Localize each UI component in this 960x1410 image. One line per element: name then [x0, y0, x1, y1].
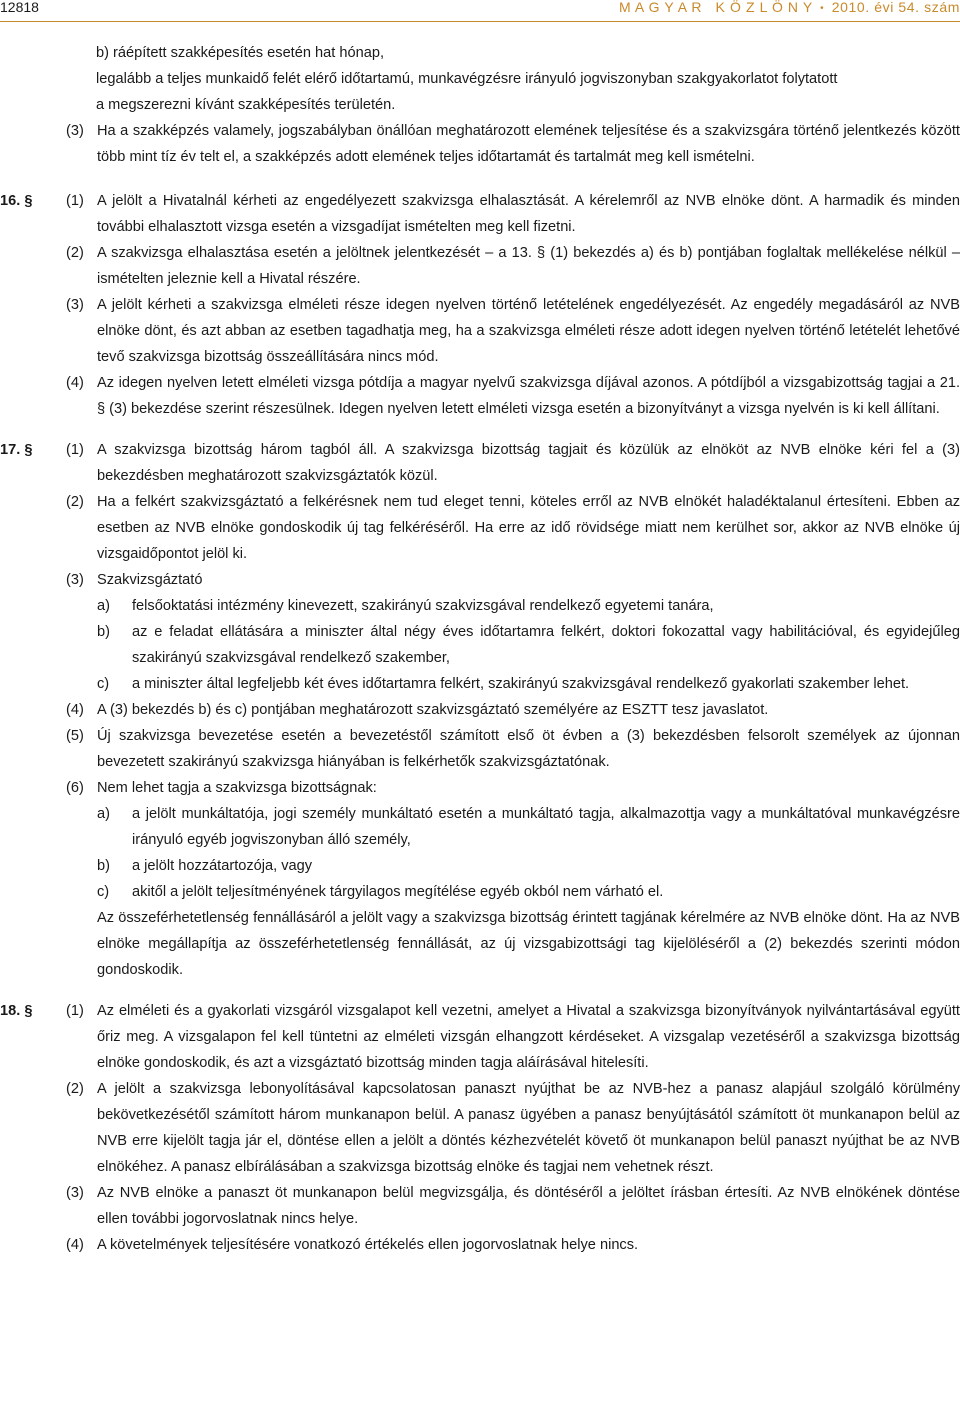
list-item-text: a jelölt munkáltatója, jogi személy munkáltató esetén a munkáltató tagja, alkalmazottja vagy a munkáltatóval munkavégzésre irányuló egyéb jogviszonyban álló személy, — [132, 806, 960, 848]
list-item — [97, 853, 960, 879]
subsection-number: (4) — [66, 1237, 84, 1253]
subsection — [0, 1232, 960, 1258]
subsection-number: (4) — [66, 375, 84, 391]
subsection — [0, 188, 960, 240]
list-item-text: akitől a jelölt teljesítményének tárgyilagos megítélése egyéb okból nem várható el. — [132, 884, 664, 900]
intro-line-1: b) ráépített szakképesítés esetén hat hónap, — [96, 45, 385, 61]
subsection-number: (2) — [66, 494, 84, 510]
list-item — [97, 593, 960, 619]
section-number: 16. § — [0, 193, 33, 209]
subsection-text: Új szakvizsga bevezetése esetén a bevezetéstől számított első öt évben a (3) bekezdésben felsorolt személyek az újonnan bevezetett szakirányú szakvizsga hiányában is felkérhetők szakvizsgáztatónak. — [97, 728, 960, 770]
subsection-content — [97, 567, 960, 697]
paragraph-3 — [0, 118, 960, 170]
section-18 — [0, 998, 960, 1258]
subsection-number: (3) — [66, 1185, 84, 1201]
list-item-text: a jelölt hozzátartozója, vagy — [132, 858, 313, 874]
page-number: 12818 — [0, 0, 39, 15]
document-body — [0, 40, 960, 1258]
subsection — [0, 775, 960, 983]
list-item-label: a) — [97, 598, 110, 614]
subsection-number: (1) — [66, 193, 84, 209]
list-item-text: felsőoktatási intézmény kinevezett, szakirányú szakvizsgával rendelkező egyetemi tanára, — [132, 598, 714, 614]
subsection-number: (1) — [66, 1003, 84, 1019]
list-item-text: az e feladat ellátására a miniszter által négy éves időtartamra felkért, doktori fokozattal vagy habilitációval, és egyidejűleg szakirányú szakvizsgával rendelkező szakember, — [132, 624, 960, 666]
subsection-number: (3) — [66, 297, 84, 313]
list-item — [97, 879, 960, 905]
section-number: 18. § — [0, 1003, 33, 1019]
list-item-text: a miniszter által legfeljebb két éves időtartamra felkért, szakirányú szakvizsgával rendelkező gyakorlati szakember lehet. — [132, 676, 910, 692]
header-rule — [0, 21, 960, 22]
subsection-closing-text: Az összeférhetetlenség fennállásáról a jelölt vagy a szakvizsga bizottság érintett tagjának kérelmére az NVB elnöke dönt. Ha az NVB elnöke megállapítja az összeférhetetlenség fennállását, az új vizsgabizottsági tag kijelöléséről a (2) bekezdés szerinti módon gondoskodik. — [97, 910, 960, 978]
subsection-number: (4) — [66, 702, 84, 718]
list-item — [97, 801, 960, 853]
subsection — [0, 998, 960, 1076]
subsection — [0, 1180, 960, 1232]
subsection-text: Ha a felkért szakvizsgáztató a felkérésnek nem tud eleget tenni, köteles erről az NVB elnökét haladéktalanul értesíteni. Ebben az esetben az NVB elnöke gondoskodik új tag felkéréséről. Ha erre az idő rövidsége miatt nem kerülhet sor, akkor az NVB elnöke új vizsgaidőpontot jelöl ki. — [97, 494, 960, 562]
subsection-text: A szakvizsga elhalasztása esetén a jelöltnek jelentkezését – a 13. § (1) bekezdés a) és b) pontjában foglaltak mellékelése nélkül – ismételten jeleznie kell a Hivatal részére. — [97, 245, 960, 287]
intro-line-2: legalább a teljes munkaidő felét elérő időtartamú, munkavégzésre irányuló jogviszonyban szakgyakorlatot folytatott — [96, 71, 838, 87]
subsection-text: A jelölt a szakvizsga lebonyolításával kapcsolatosan panaszt nyújthat be az NVB-hez a panasz alapjául szolgáló körülmény bekövetkezésétől számított három munkanapon belül. A panasz ügyében a panasz benyújtásától számított öt munkanapon belül az NVB erre kijelölt tagja jár el, döntése ellen a jelölt a döntés kézhezvételét követő öt munkanapon belül panaszt nyújthat be az NVB elnökéhez. A panasz elbírálásában a szakvizsga bizottság elnöke és tagjai nem vehetnek részt. — [97, 1081, 960, 1175]
subsection — [0, 1076, 960, 1180]
list-item-label: a) — [97, 806, 110, 822]
list-item-label: b) — [97, 858, 110, 874]
journal-header — [619, 0, 960, 16]
subsection — [0, 567, 960, 697]
subsection-number: (2) — [66, 1081, 84, 1097]
list-item-label: c) — [97, 884, 110, 900]
subsection — [0, 370, 960, 422]
intro-line-3: a megszerezni kívánt szakképesítés területén. — [96, 97, 396, 113]
page-header — [0, 0, 960, 20]
subsection — [0, 723, 960, 775]
list-item-label: c) — [97, 676, 110, 692]
subsection-text: Az idegen nyelven letett elméleti vizsga pótdíja a magyar nyelvű szakvizsga díjával azonos. A pótdíjból a vizsgabizottság tagjai a 21. § (3) bekezdése szerint részesülnek. Idegen nyelven letett elméleti vizsga esetén a bizonyítványt a vizsga nyelvén is ki kell állítani. — [97, 375, 960, 417]
subsection-text: A jelölt a Hivatalnál kérheti az engedélyezett szakvizsga elhalasztását. A kérelemről az NVB elnöke dönt. A harmadik és minden további elhalasztott vizsga esetén a vizsgadíjat ismételten meg kell fizetni. — [97, 193, 960, 235]
intro-block — [0, 40, 960, 118]
subsection — [0, 240, 960, 292]
subsection-number: (5) — [66, 728, 84, 744]
subsection-text: A szakvizsga bizottság három tagból áll. A szakvizsga bizottság tagjait és közülük az elnököt az NVB elnöke kéri fel a (3) bekezdésben meghatározott szakvizsgáztatók közül. — [97, 442, 960, 484]
list-item-label: b) — [97, 624, 110, 640]
subsection-text: Az NVB elnöke a panaszt öt munkanapon belül megvizsgálja, és döntéséről a jelöltet írásban értesíti. Az NVB elnökének döntése ellen további jogorvoslatnak nincs helye. — [97, 1185, 960, 1227]
subsection-text: Szakvizsgáztató — [97, 572, 203, 588]
list-item — [97, 671, 960, 697]
subsection-number: (3) — [66, 572, 84, 588]
subsection-text: Nem lehet tagja a szakvizsga bizottságnak: — [97, 780, 377, 796]
subsection-text: A (3) bekezdés b) és c) pontjában meghatározott szakvizsgáztató személyére az ESZTT tesz javaslatot. — [97, 702, 769, 718]
subsection-text: A jelölt kérheti a szakvizsga elméleti része idegen nyelven történő letételének engedélyezését. Az engedély megadásáról az NVB elnöke dönt, és azt abban az esetben tagadhatja meg, ha a szakvizsga elméleti része adott idegen nyelven történő letételét lehetővé tevő szakvizsga bizottság összeállítására nincs mód. — [97, 297, 960, 365]
subsection-number: (2) — [66, 245, 84, 261]
issue-label: 2010. évi 54. szám — [831, 0, 960, 15]
header-separator: • — [820, 3, 825, 14]
subsection — [0, 292, 960, 370]
section-16 — [0, 188, 960, 422]
subsection-text: Az elméleti és a gyakorlati vizsgáról vizsgalapot kell vezetni, amelyet a Hivatal a szakvizsga bizonyítványok nyilvántartásával együtt őriz meg. A vizsgalapon fel kell tüntetni az elméleti vizsgán elhangzott kérdéseket. A vizsgalap vezetéséről a szakvizsga bizottság elnöke gondoskodik, és azt a vizsgáztató bizottság minden tagja aláírásával hitelesíti. — [97, 1003, 960, 1071]
subsection-number: (6) — [66, 780, 84, 796]
subsection — [0, 489, 960, 567]
subsection-number: (1) — [66, 442, 84, 458]
subsection — [0, 437, 960, 489]
section-number: 17. § — [0, 442, 33, 458]
journal-name: M A G Y A R K Ö Z L Ö N Y — [618, 0, 813, 15]
paragraph-number: (3) — [66, 123, 84, 139]
section-17 — [0, 437, 960, 983]
paragraph-text: Ha a szakképzés valamely, jogszabályban önállóan meghatározott elemének teljesítése és a szakvizsgára történő jelentkezés között több mint tíz év telt el, a szakképzés adott elemének teljes időtartamát és tartalmát meg kell ismételni. — [97, 123, 960, 165]
list-item — [97, 619, 960, 671]
subsection — [0, 697, 960, 723]
subsection-content — [97, 775, 960, 983]
subsection-text: A követelmények teljesítésére vonatkozó értékelés ellen jogorvoslatnak helye nincs. — [97, 1237, 639, 1253]
